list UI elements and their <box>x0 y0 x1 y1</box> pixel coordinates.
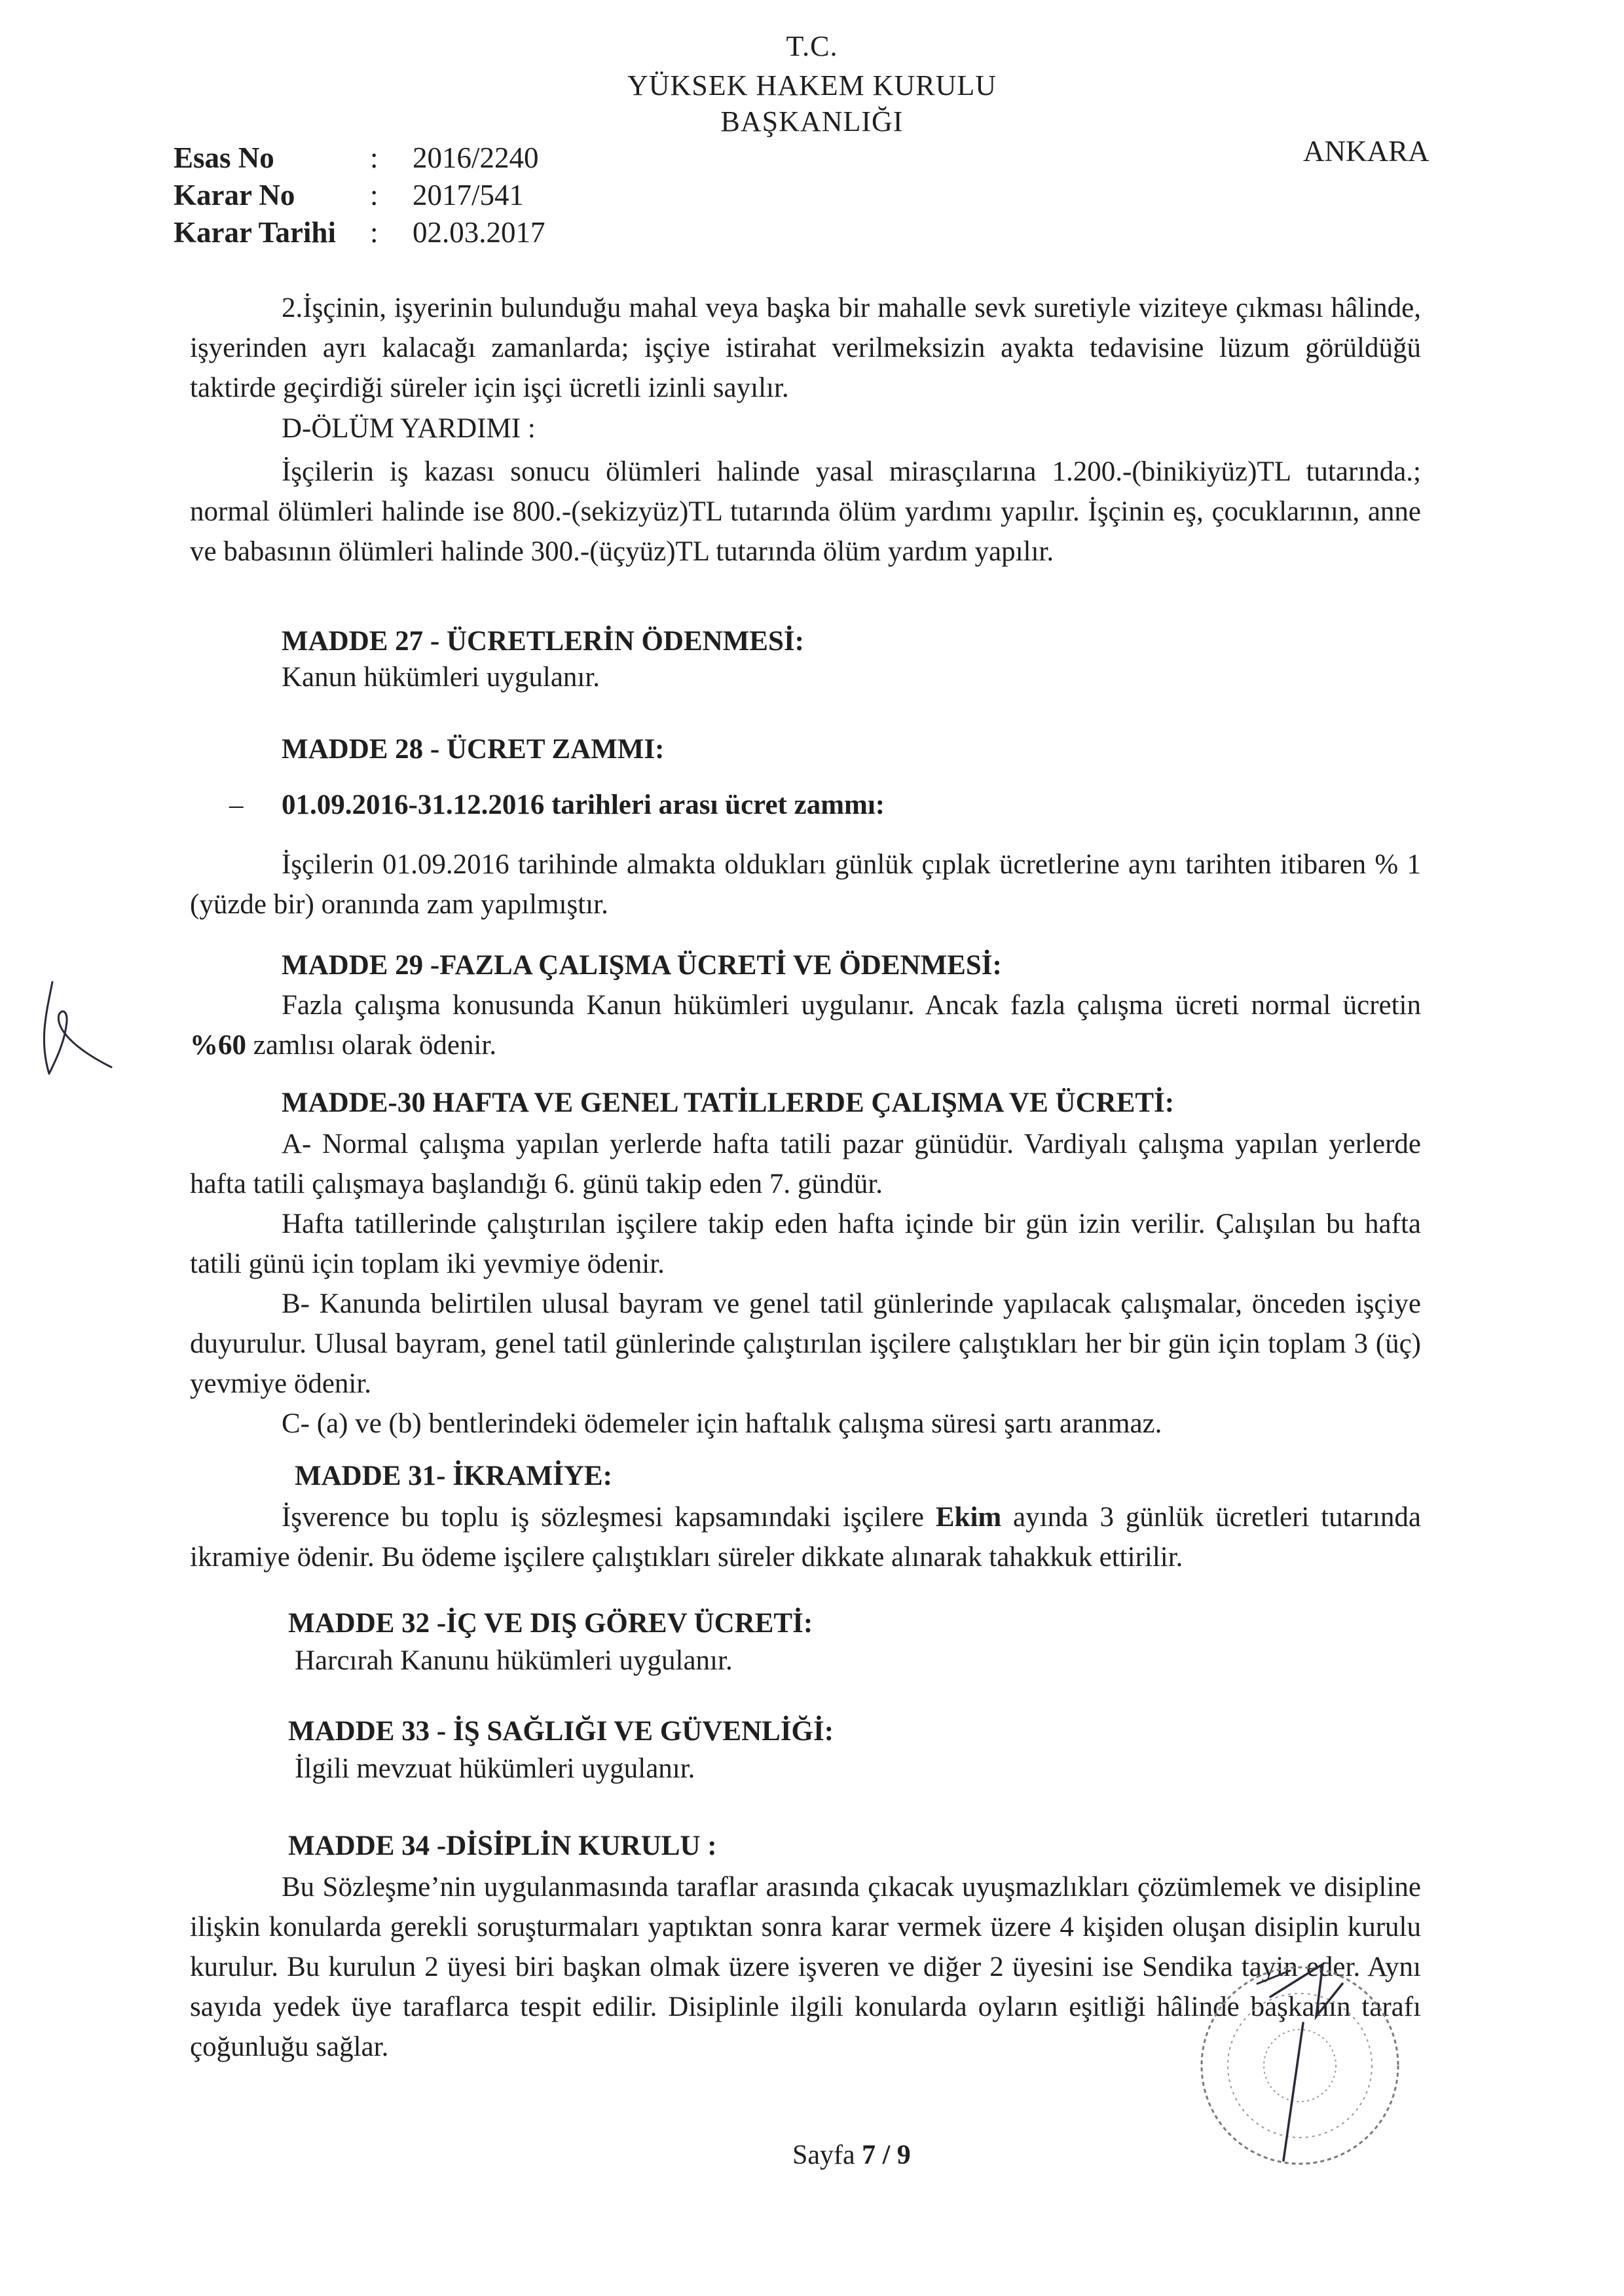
meta-sep: : <box>370 179 378 211</box>
article-32-title: MADDE 32 -İÇ VE DIŞ GÖREV ÜCRETİ: <box>288 1608 813 1639</box>
article-30-text <box>190 1124 1421 1444</box>
meta-value: 2016/2240 <box>413 141 539 174</box>
text-part: zamlısı olarak ödenir. <box>246 1030 497 1061</box>
header-city: ANKARA <box>1303 135 1430 168</box>
article-34-title: MADDE 34 -DİSİPLİN KURULU : <box>288 1831 717 1861</box>
section-d-text <box>190 452 1421 572</box>
meta-sep: : <box>370 141 378 174</box>
paragraph-c: C- (a) ve (b) bentlerindeki ödemeler için haftalık çalışma süresi şartı aranmaz. <box>282 1408 1162 1439</box>
section-d-title: D-ÖLÜM YARDIMI : <box>282 413 536 444</box>
article-31-title: MADDE 31- İKRAMİYE: <box>295 1461 612 1491</box>
article-29-text <box>190 985 1421 1065</box>
paragraph-text: 2.İşçinin, işyerinin bulunduğu mahal veya başka bir mahalle sevk suretiyle viziteye çıkması hâlinde, işyerinden ayrı kalacağı zamanlarda; işçiye istirahat verilmeksizin ayakta tedavisine lüzum görüldüğü taktirde geçirdiği süreler için işçi ücretli izinli sayılır. <box>190 293 1421 403</box>
article-27-title: MADDE 27 - ÜCRETLERİN ÖDENMESİ: <box>282 626 804 657</box>
meta-esas-no <box>174 141 539 175</box>
paragraph-text: İşçilerin 01.09.2016 tarihinde almakta oldukları günlük çıplak ücretlerine aynı tarihten itibaren % 1 (yüzde bir) oranında zam yapılmıştır. <box>190 849 1421 920</box>
article-28-subtitle: 01.09.2016-31.12.2016 tarihleri arası ücret zammı: <box>282 790 885 820</box>
page-number <box>792 2140 911 2171</box>
meta-karar-no <box>174 178 524 212</box>
meta-label: Esas No <box>174 141 274 174</box>
meta-sep: : <box>370 216 378 249</box>
text-bold: Ekim <box>935 1502 1002 1533</box>
article-28-text <box>190 845 1421 924</box>
article-27-text: Kanun hükümleri uygulanır. <box>282 662 600 693</box>
article-33-text: İlgili mevzuat hükümleri uygulanır. <box>295 1753 695 1784</box>
article-32-text: Harcırah Kanunu hükümleri uygulanır. <box>295 1645 733 1676</box>
text-part: İşverence bu toplu iş sözleşmesi kapsamındaki işçilere <box>282 1502 936 1533</box>
text-bold: %60 <box>190 1030 246 1061</box>
page-value: 7 / 9 <box>862 2140 911 2170</box>
paragraph-b: B- Kanunda belirtilen ulusal bayram ve genel tatil günlerinde yapılacak çalışmalar, önceden işçiye duyurulur. Ulusal bayram, genel tatil günlerinde çalıştırılan işçilere çalıştıkları her bir gün için toplam 3 (üç) yevmiye ödenir. <box>190 1288 1421 1399</box>
article-28-dash: – <box>229 790 244 820</box>
article-28-title: MADDE 28 - ÜCRET ZAMMI: <box>282 734 665 765</box>
paragraph-text: İşçilerin iş kazası sonucu ölümleri halinde yasal mirasçılarına 1.200.-(binikiyüz)TL tutarında.; normal ölümleri halinde ise 800.-(sekizyüz)TL tutarında ölüm yardımı yapılır. İşçinin eş, çocuklarının, anne ve babasının ölümleri halinde 300.-(üçyüz)TL tutarında ölüm yardım yapılır. <box>190 456 1421 567</box>
paragraph-text: Bu Sözleşme’nin uygulanmasında taraflar arasında çıkacak uyuşmazlıkları çözümlemek ve disipline ilişkin konularda gerekli soruşturmaları yaptıktan sonra karar vermek üzere 4 kişiden oluşan disiplin kurulu kurulur. Bu kurulun 2 üyesi biri başkan olmak üzere işveren ve diğer 2 üyesini ise Sendika tayin eder. Aynı sayıda yedek üye taraflarca tespit edilir. Disiplinle ilgili konularda oyların eşitliği hâlinde başkanın tarafı çoğunluğu sağlar. <box>190 1872 1421 2062</box>
paragraph-a: A- Normal çalışma yapılan yerlerde hafta tatili pazar günüdür. Vardiyalı çalışma yapılan yerlerde hafta tatili çalışmaya başlandığı 6. günü takip eden 7. gündür. <box>190 1129 1421 1199</box>
text-part: ayında 3 günlük ücretleri tutarında ikramiye ödenir. Bu ödeme işçilere çalıştıkları süreler dikkate alınarak tahakkuk ettirilir. <box>190 1502 1421 1573</box>
margin-initial-signature <box>26 975 118 1087</box>
header-institution: YÜKSEK HAKEM KURULU <box>627 69 997 101</box>
text-part: Fazla çalışma konusunda Kanun hükümleri uygulanır. Ancak fazla çalışma ücreti normal ücretin <box>282 990 1421 1021</box>
meta-value: 02.03.2017 <box>413 216 545 249</box>
intro-paragraph <box>190 288 1421 408</box>
header-tc: T.C. <box>786 30 838 62</box>
paragraph-a2: Hafta tatillerinde çalıştırılan işçilere takip eden hafta içinde bir gün izin verilir. Çalışılan bu hafta tatili günü için toplam iki yevmiye ödenir. <box>190 1209 1421 1279</box>
meta-karar-tarihi <box>174 215 545 249</box>
article-30-title: MADDE-30 HAFTA VE GENEL TATİLLERDE ÇALIŞMA VE ÜCRETİ: <box>282 1087 1175 1118</box>
article-31-text <box>190 1497 1421 1577</box>
article-33-title: MADDE 33 - İŞ SAĞLIĞI VE GÜVENLİĞİ: <box>288 1716 834 1747</box>
page-prefix: Sayfa <box>792 2140 862 2170</box>
header-department: BAŞKANLIĞI <box>720 105 904 137</box>
article-29-title: MADDE 29 -FAZLA ÇALIŞMA ÜCRETİ VE ÖDENMESİ: <box>282 950 1002 981</box>
meta-value: 2017/541 <box>413 179 525 211</box>
official-stamp <box>1159 1944 1441 2180</box>
meta-label: Karar Tarihi <box>174 216 336 249</box>
meta-label: Karar No <box>174 179 295 211</box>
